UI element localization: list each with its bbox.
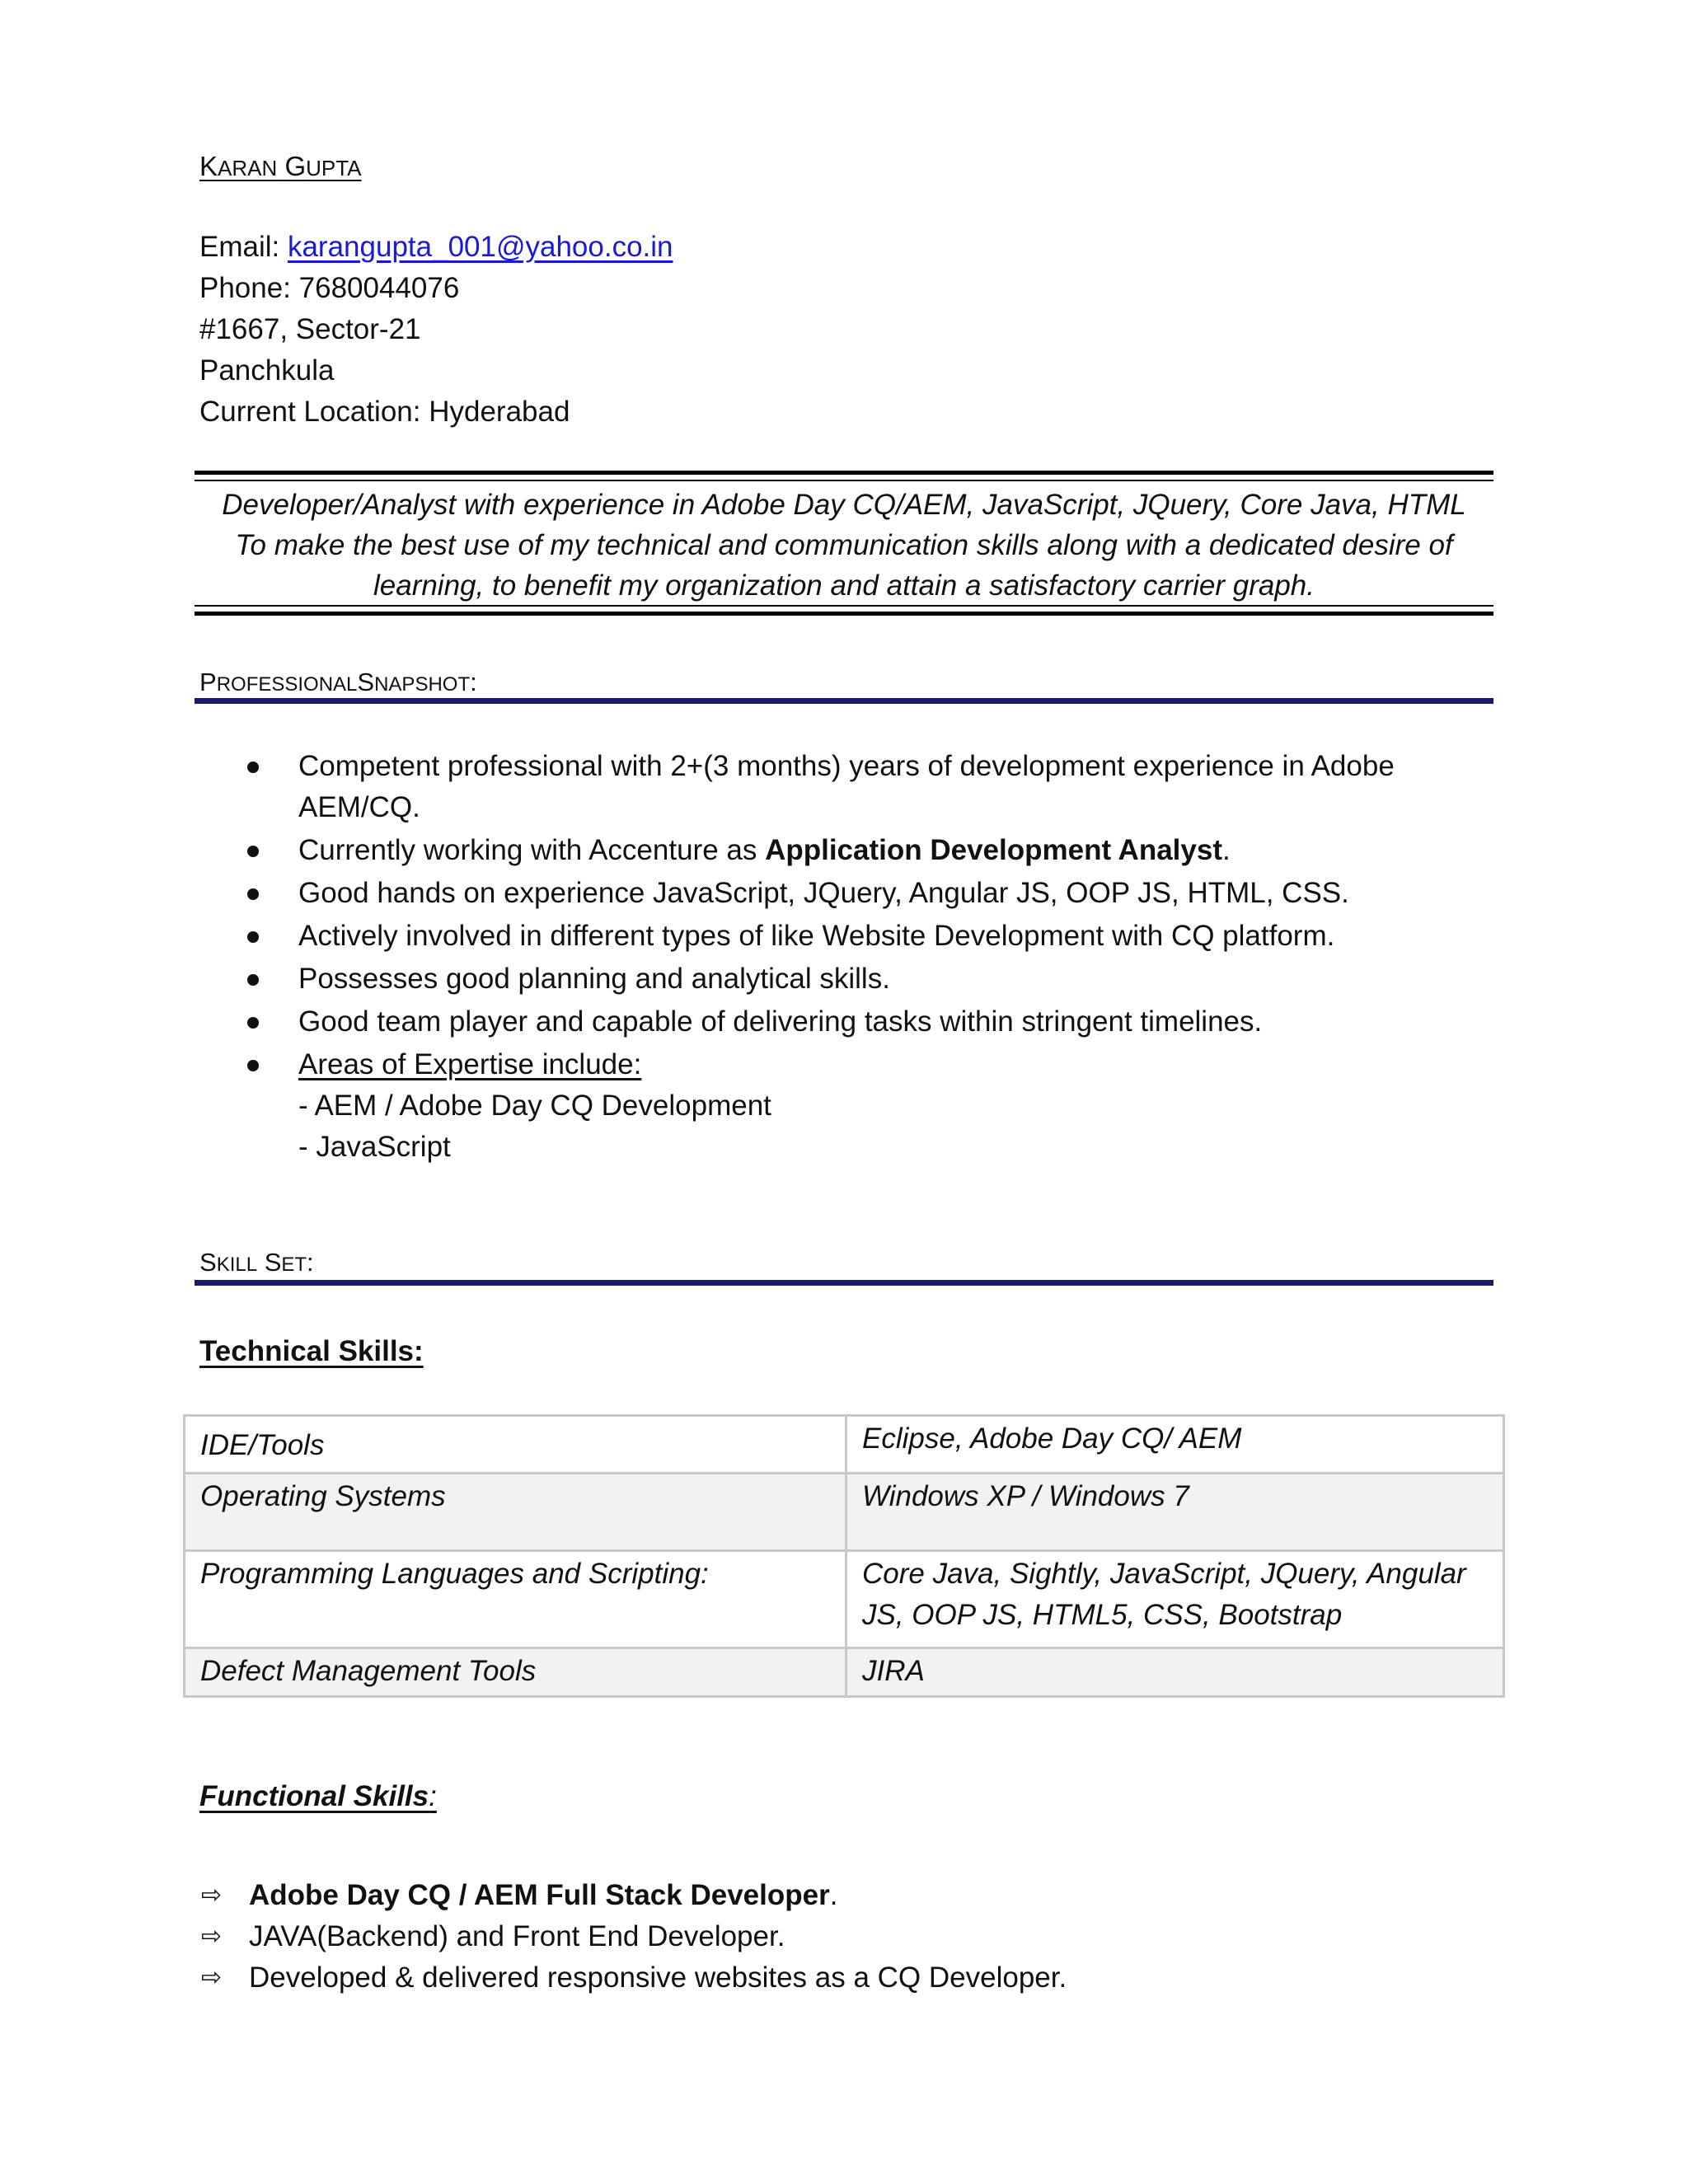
table-row bbox=[185, 1648, 1504, 1697]
contact-block bbox=[199, 227, 673, 433]
skill-label: Operating Systems bbox=[185, 1474, 846, 1551]
arrow-right-icon: ⇨ bbox=[201, 1881, 223, 1910]
list-item: ⇨ Developed & delivered responsive websites as a CQ Developer. bbox=[199, 1957, 1067, 1999]
candidate-name: KARAN GUPTA bbox=[199, 151, 362, 181]
objective-bottom-rule-thick bbox=[195, 612, 1493, 616]
list-item: ⇨ JAVA(Backend) and Front End Developer. bbox=[199, 1916, 1067, 1957]
list-item-expertise bbox=[247, 1044, 1492, 1168]
list-item: Actively involved in different types of like Website Development with CQ platform. bbox=[247, 916, 1492, 957]
list-item: Competent professional with 2+(3 months) years of development experience in Adobe AEM/CQ. bbox=[247, 746, 1492, 828]
bullet-icon bbox=[247, 974, 259, 986]
objective-statement: Developer/Analyst with experience in Adobe Day CQ/AEM, JavaScript, JQuery, Core Java, HTML To make the best use of my technical and communication skills along with a dedicated desire of learning, to benefit my organization and attain a satisfactory carrier graph. bbox=[222, 489, 1466, 602]
list-item: Good team player and capable of delivering tasks within stringent timelines. bbox=[247, 1001, 1492, 1043]
skill-set-rule bbox=[195, 1280, 1493, 1286]
list-item: Possesses good planning and analytical skills. bbox=[247, 958, 1492, 1000]
technical-skills-heading: Technical Skills: bbox=[199, 1335, 424, 1367]
table-row bbox=[185, 1474, 1504, 1551]
objective-top-rule-thin bbox=[195, 480, 1493, 481]
email-link[interactable]: karangupta_001@yahoo.co.in bbox=[287, 231, 673, 263]
bullet-icon bbox=[247, 846, 259, 857]
expertise-item: - JavaScript bbox=[298, 1131, 451, 1163]
list-item: Currently working with Accenture as Application Development Analyst. bbox=[247, 830, 1492, 871]
table-row bbox=[185, 1416, 1504, 1474]
skill-label: Programming Languages and Scripting: bbox=[185, 1551, 846, 1648]
bullet-icon bbox=[247, 888, 259, 900]
address-line-1: #1667, Sector-21 bbox=[199, 313, 421, 345]
professional-snapshot-heading: PROFESSIONALSNAPSHOT: bbox=[199, 668, 477, 696]
objective-bottom-rule-thin bbox=[195, 605, 1493, 607]
bullet-icon bbox=[247, 762, 259, 773]
snapshot-list bbox=[247, 746, 1492, 1169]
skill-label: IDE/Tools bbox=[185, 1416, 846, 1474]
skill-label: Defect Management Tools bbox=[185, 1648, 846, 1697]
technical-skills-table bbox=[183, 1414, 1505, 1698]
bullet-icon bbox=[247, 1060, 259, 1071]
bullet-icon bbox=[247, 931, 259, 943]
current-location: Current Location: Hyderabad bbox=[199, 396, 570, 428]
arrow-right-icon: ⇨ bbox=[201, 1922, 223, 1951]
address-line-2: Panchkula bbox=[199, 354, 335, 387]
skill-value: Eclipse, Adobe Day CQ/ AEM bbox=[846, 1416, 1504, 1474]
skill-value: Core Java, Sightly, JavaScript, JQuery, Angular JS, OOP JS, HTML5, CSS, Bootstrap bbox=[846, 1551, 1504, 1648]
table-row bbox=[185, 1551, 1504, 1648]
expertise-label: Areas of Expertise include: bbox=[298, 1048, 642, 1080]
list-item: ⇨ Adobe Day CQ / AEM Full Stack Developer. bbox=[199, 1875, 1067, 1916]
arrow-right-icon: ⇨ bbox=[201, 1963, 223, 1992]
email-line: Email: karangupta_001@yahoo.co.in bbox=[199, 231, 673, 263]
functional-skills-list bbox=[199, 1875, 1067, 1999]
phone-line: Phone: 7680044076 bbox=[199, 272, 460, 304]
professional-snapshot-rule bbox=[195, 698, 1493, 704]
skill-value: Windows XP / Windows 7 bbox=[846, 1474, 1504, 1551]
skill-value: JIRA bbox=[846, 1648, 1504, 1697]
expertise-item: - AEM / Adobe Day CQ Development bbox=[298, 1090, 771, 1122]
functional-skills-heading: Functional Skills: bbox=[199, 1780, 437, 1812]
list-item: Good hands on experience JavaScript, JQuery, Angular JS, OOP JS, HTML, CSS. bbox=[247, 873, 1492, 914]
skill-set-heading: SKILL SET: bbox=[199, 1248, 314, 1277]
objective-top-rule-thick bbox=[195, 471, 1493, 475]
bullet-icon bbox=[247, 1017, 259, 1029]
